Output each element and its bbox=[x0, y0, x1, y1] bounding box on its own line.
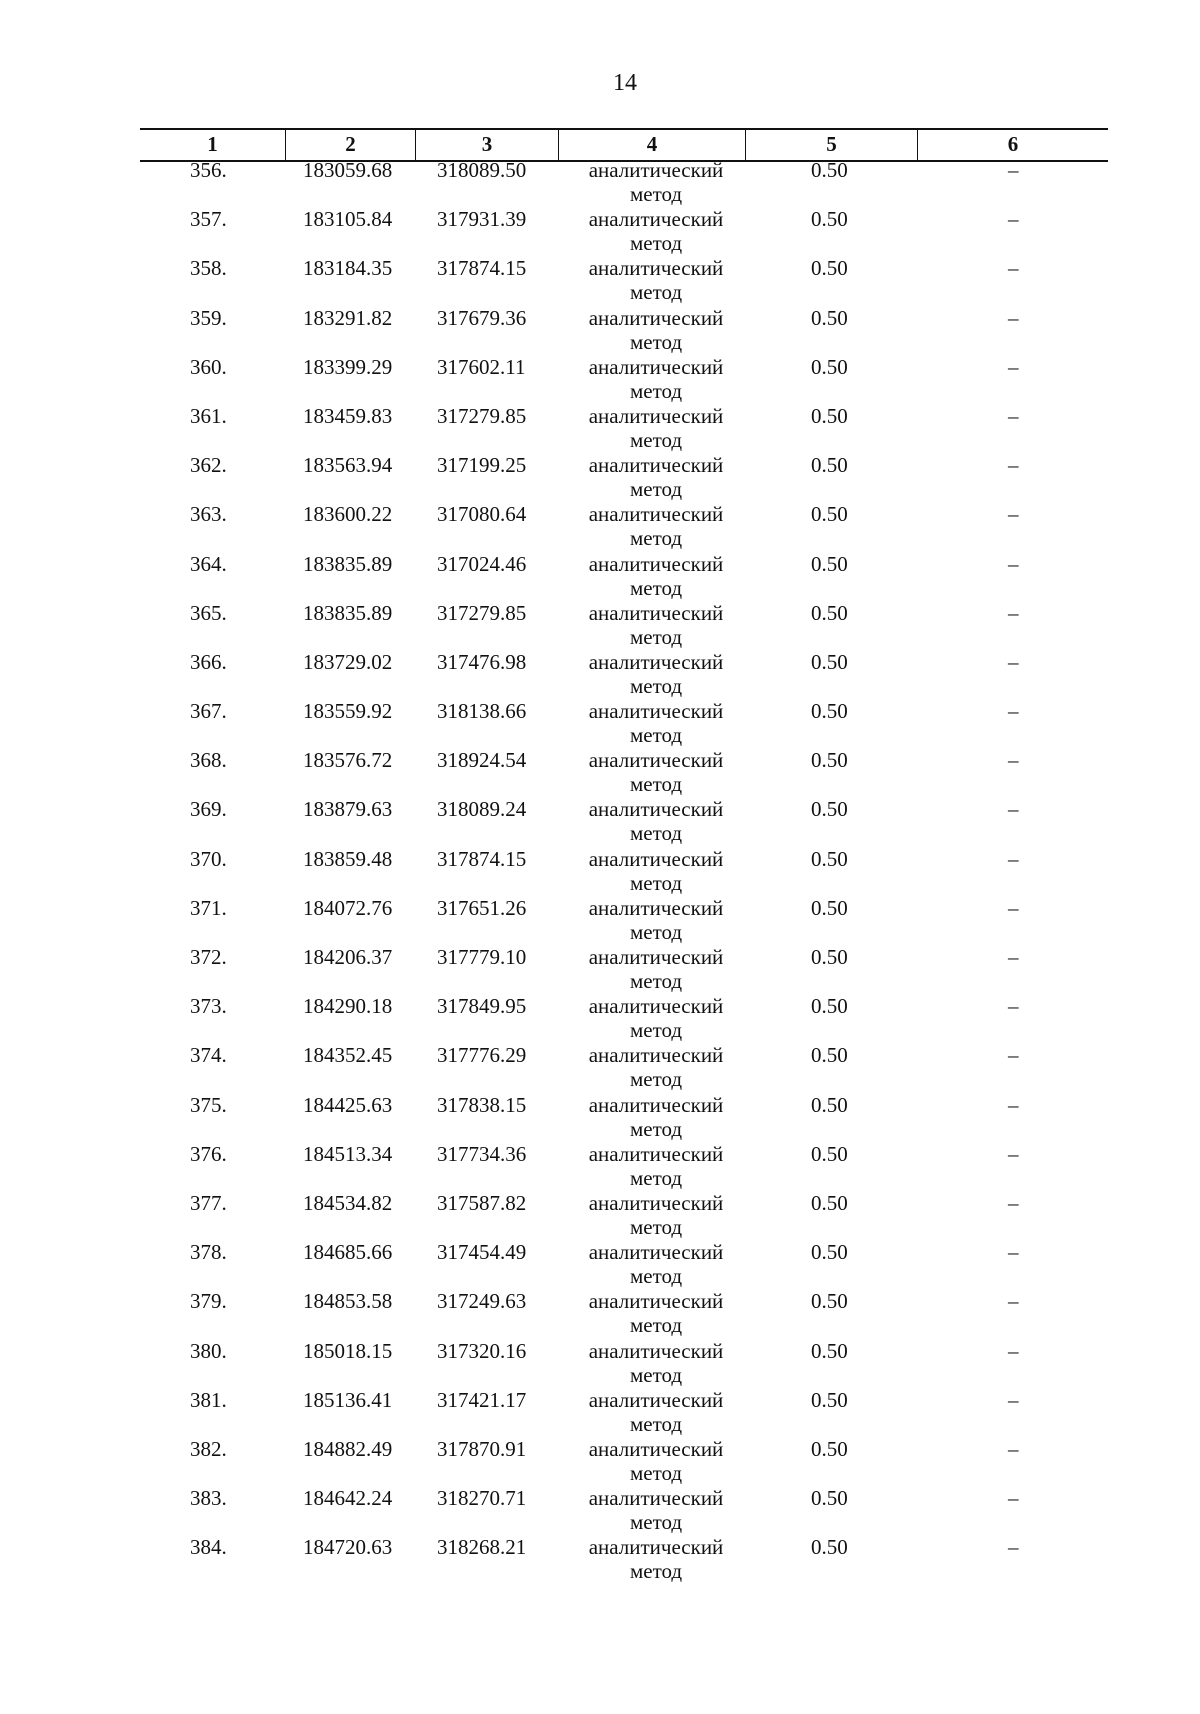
precision-value: 0.50 bbox=[811, 1240, 848, 1265]
method-cell bbox=[578, 1486, 734, 1534]
coord-x: 183399.29 bbox=[303, 354, 393, 379]
method-line-1: аналитический bbox=[588, 797, 724, 822]
table-row bbox=[140, 1437, 1108, 1486]
method-cell bbox=[578, 1535, 734, 1583]
method-line-1: аналитический bbox=[588, 1240, 724, 1265]
coord-y: 317080.64 bbox=[437, 502, 527, 527]
precision-value: 0.50 bbox=[811, 1043, 848, 1068]
note-value: – bbox=[1008, 256, 1019, 281]
coord-y: 317476.98 bbox=[437, 649, 527, 674]
coord-x: 184072.76 bbox=[303, 895, 393, 920]
method-line-2: метод bbox=[629, 821, 683, 846]
coord-x: 183105.84 bbox=[303, 207, 393, 232]
coord-y: 317874.15 bbox=[437, 256, 527, 281]
coord-x: 184720.63 bbox=[303, 1535, 393, 1560]
table-row bbox=[140, 650, 1108, 699]
precision-value: 0.50 bbox=[811, 256, 848, 281]
row-number: 384. bbox=[190, 1535, 227, 1560]
coord-x: 183459.83 bbox=[303, 403, 393, 428]
header-col-2: 2 bbox=[285, 130, 415, 160]
note-value: – bbox=[1008, 551, 1019, 576]
coord-x: 183059.68 bbox=[303, 158, 393, 182]
method-cell bbox=[578, 1388, 734, 1436]
note-value: – bbox=[1008, 305, 1019, 330]
method-line-2: метод bbox=[629, 575, 683, 600]
row-number: 382. bbox=[190, 1436, 227, 1461]
table-row bbox=[140, 847, 1108, 896]
table-row bbox=[140, 256, 1108, 305]
method-line-2: метод bbox=[629, 378, 683, 403]
precision-value: 0.50 bbox=[811, 502, 848, 527]
method-cell bbox=[578, 1191, 734, 1239]
method-line-2: метод bbox=[629, 427, 683, 452]
method-line-1: аналитический bbox=[588, 994, 724, 1019]
row-number: 371. bbox=[190, 895, 227, 920]
header-col-1: 1 bbox=[207, 132, 218, 156]
table-row bbox=[140, 1093, 1108, 1142]
row-number: 361. bbox=[190, 403, 227, 428]
table-row bbox=[140, 797, 1108, 846]
note-value: – bbox=[1008, 1436, 1019, 1461]
table-row bbox=[140, 306, 1108, 355]
coord-y: 317838.15 bbox=[437, 1092, 527, 1117]
precision-value: 0.50 bbox=[811, 797, 848, 822]
precision-value: 0.50 bbox=[811, 1141, 848, 1166]
coord-x: 185018.15 bbox=[303, 1338, 393, 1363]
coord-x: 183729.02 bbox=[303, 649, 393, 674]
table-row bbox=[140, 1191, 1108, 1240]
method-line-1: аналитический bbox=[588, 846, 724, 871]
method-cell bbox=[578, 650, 734, 698]
method-line-2: метод bbox=[629, 624, 683, 649]
coord-y: 317421.17 bbox=[437, 1387, 527, 1412]
method-line-1: аналитический bbox=[588, 1190, 724, 1215]
method-line-1: аналитический bbox=[588, 1141, 724, 1166]
precision-value: 0.50 bbox=[811, 994, 848, 1019]
coord-y: 317279.85 bbox=[437, 403, 527, 428]
method-line-1: аналитический bbox=[588, 158, 724, 182]
note-value: – bbox=[1008, 158, 1019, 182]
method-line-2: метод bbox=[629, 280, 683, 305]
method-line-1: аналитический bbox=[588, 1486, 724, 1511]
precision-value: 0.50 bbox=[811, 551, 848, 576]
note-value: – bbox=[1008, 846, 1019, 871]
table-row bbox=[140, 552, 1108, 601]
method-cell bbox=[578, 256, 734, 304]
row-number: 359. bbox=[190, 305, 227, 330]
note-value: – bbox=[1008, 748, 1019, 773]
coord-x: 183835.89 bbox=[303, 600, 393, 625]
precision-value: 0.50 bbox=[811, 699, 848, 724]
method-line-1: аналитический bbox=[588, 502, 724, 527]
row-number: 370. bbox=[190, 846, 227, 871]
precision-value: 0.50 bbox=[811, 453, 848, 478]
coord-x: 183879.63 bbox=[303, 797, 393, 822]
coord-x: 184425.63 bbox=[303, 1092, 393, 1117]
row-number: 383. bbox=[190, 1486, 227, 1511]
row-number: 368. bbox=[190, 748, 227, 773]
row-number: 357. bbox=[190, 207, 227, 232]
method-line-1: аналитический bbox=[588, 748, 724, 773]
method-line-1: аналитический bbox=[588, 895, 724, 920]
coord-y: 317651.26 bbox=[437, 895, 527, 920]
row-number: 377. bbox=[190, 1190, 227, 1215]
precision-value: 0.50 bbox=[811, 1338, 848, 1363]
method-cell bbox=[578, 847, 734, 895]
method-line-2: метод bbox=[629, 1559, 683, 1584]
table-row bbox=[140, 1240, 1108, 1289]
table-row bbox=[140, 453, 1108, 502]
method-cell bbox=[578, 355, 734, 403]
note-value: – bbox=[1008, 1240, 1019, 1265]
method-cell bbox=[578, 453, 734, 501]
table-row bbox=[140, 1142, 1108, 1191]
method-line-2: метод bbox=[629, 477, 683, 502]
note-value: – bbox=[1008, 1190, 1019, 1215]
method-line-2: метод bbox=[629, 969, 683, 993]
note-value: – bbox=[1008, 1387, 1019, 1412]
row-number: 360. bbox=[190, 354, 227, 379]
row-number: 366. bbox=[190, 649, 227, 674]
precision-value: 0.50 bbox=[811, 895, 848, 920]
row-number: 362. bbox=[190, 453, 227, 478]
coord-x: 185136.41 bbox=[303, 1387, 393, 1412]
precision-value: 0.50 bbox=[811, 945, 848, 969]
method-line-1: аналитический bbox=[588, 1043, 724, 1068]
row-number: 363. bbox=[190, 502, 227, 527]
coord-x: 184882.49 bbox=[303, 1436, 393, 1461]
coord-y: 317779.10 bbox=[437, 945, 527, 969]
method-cell bbox=[578, 699, 734, 747]
row-number: 375. bbox=[190, 1092, 227, 1117]
note-value: – bbox=[1008, 1092, 1019, 1117]
coord-y: 317320.16 bbox=[437, 1338, 527, 1363]
header-col-4: 4 bbox=[558, 130, 745, 160]
table-header bbox=[140, 128, 1108, 162]
table-row bbox=[140, 601, 1108, 650]
row-number: 380. bbox=[190, 1338, 227, 1363]
method-line-2: метод bbox=[629, 526, 683, 551]
method-line-2: метод bbox=[629, 182, 683, 206]
method-cell bbox=[578, 404, 734, 452]
coord-x: 184513.34 bbox=[303, 1141, 393, 1166]
coord-x: 184685.66 bbox=[303, 1240, 393, 1265]
table-row bbox=[140, 1043, 1108, 1092]
method-line-2: метод bbox=[629, 870, 683, 895]
row-number: 374. bbox=[190, 1043, 227, 1068]
table-row bbox=[140, 207, 1108, 256]
method-line-2: метод bbox=[629, 329, 683, 354]
coord-x: 183576.72 bbox=[303, 748, 393, 773]
note-value: – bbox=[1008, 1535, 1019, 1560]
coord-y: 317931.39 bbox=[437, 207, 527, 232]
row-number: 372. bbox=[190, 945, 227, 969]
note-value: – bbox=[1008, 453, 1019, 478]
coord-y: 318270.71 bbox=[437, 1486, 527, 1511]
note-value: – bbox=[1008, 1338, 1019, 1363]
coord-y: 317024.46 bbox=[437, 551, 527, 576]
coord-y: 318268.21 bbox=[437, 1535, 527, 1560]
precision-value: 0.50 bbox=[811, 1092, 848, 1117]
method-line-2: метод bbox=[629, 1165, 683, 1190]
method-line-1: аналитический bbox=[588, 1338, 724, 1363]
method-line-2: метод bbox=[629, 231, 683, 256]
method-line-2: метод bbox=[629, 1362, 683, 1387]
table-row bbox=[140, 896, 1108, 945]
method-cell bbox=[578, 945, 734, 993]
method-line-1: аналитический bbox=[588, 649, 724, 674]
coord-y: 317587.82 bbox=[437, 1190, 527, 1215]
header-col-6: 6 bbox=[917, 130, 1108, 160]
table-row bbox=[140, 355, 1108, 404]
table-row bbox=[140, 994, 1108, 1043]
method-line-2: метод bbox=[629, 772, 683, 797]
coord-x: 184642.24 bbox=[303, 1486, 393, 1511]
note-value: – bbox=[1008, 649, 1019, 674]
coord-x: 183563.94 bbox=[303, 453, 393, 478]
coord-y: 317734.36 bbox=[437, 1141, 527, 1166]
coord-x: 184206.37 bbox=[303, 945, 393, 969]
note-value: – bbox=[1008, 354, 1019, 379]
coord-y: 317199.25 bbox=[437, 453, 527, 478]
method-line-1: аналитический bbox=[588, 1092, 724, 1117]
precision-value: 0.50 bbox=[811, 1535, 848, 1560]
row-number: 381. bbox=[190, 1387, 227, 1412]
precision-value: 0.50 bbox=[811, 649, 848, 674]
table-row bbox=[140, 1388, 1108, 1437]
note-value: – bbox=[1008, 895, 1019, 920]
precision-value: 0.50 bbox=[811, 1387, 848, 1412]
note-value: – bbox=[1008, 945, 1019, 969]
precision-value: 0.50 bbox=[811, 354, 848, 379]
header-col-3: 3 bbox=[415, 130, 558, 160]
coord-x: 183184.35 bbox=[303, 256, 393, 281]
method-line-1: аналитический bbox=[588, 600, 724, 625]
row-number: 367. bbox=[190, 699, 227, 724]
note-value: – bbox=[1008, 403, 1019, 428]
coord-y: 317776.29 bbox=[437, 1043, 527, 1068]
note-value: – bbox=[1008, 994, 1019, 1019]
row-number: 378. bbox=[190, 1240, 227, 1265]
note-value: – bbox=[1008, 502, 1019, 527]
method-line-1: аналитический bbox=[588, 305, 724, 330]
note-value: – bbox=[1008, 699, 1019, 724]
coord-y: 317249.63 bbox=[437, 1289, 527, 1314]
method-cell bbox=[578, 158, 734, 206]
table-row bbox=[140, 748, 1108, 797]
page-number: 14 bbox=[613, 70, 637, 96]
row-number: 364. bbox=[190, 551, 227, 576]
table-body bbox=[140, 158, 1108, 1584]
row-number: 369. bbox=[190, 797, 227, 822]
method-line-2: метод bbox=[629, 723, 683, 748]
coord-x: 184352.45 bbox=[303, 1043, 393, 1068]
method-line-1: аналитический bbox=[588, 1289, 724, 1314]
method-line-2: метод bbox=[629, 673, 683, 698]
coord-y: 318089.50 bbox=[437, 158, 527, 182]
coord-x: 183291.82 bbox=[303, 305, 393, 330]
method-cell bbox=[578, 797, 734, 845]
table-row bbox=[140, 1289, 1108, 1338]
method-cell bbox=[578, 1289, 734, 1337]
method-line-2: метод bbox=[629, 1313, 683, 1338]
note-value: – bbox=[1008, 207, 1019, 232]
method-line-1: аналитический bbox=[588, 551, 724, 576]
method-line-1: аналитический bbox=[588, 453, 724, 478]
table-row bbox=[140, 502, 1108, 551]
table-row bbox=[140, 1486, 1108, 1535]
method-cell bbox=[578, 1093, 734, 1141]
table-row bbox=[140, 158, 1108, 207]
method-line-1: аналитический bbox=[588, 354, 724, 379]
row-number: 365. bbox=[190, 600, 227, 625]
row-number: 358. bbox=[190, 256, 227, 281]
method-cell bbox=[578, 748, 734, 796]
method-cell bbox=[578, 1240, 734, 1288]
method-line-2: метод bbox=[629, 1116, 683, 1141]
method-line-2: метод bbox=[629, 1460, 683, 1485]
method-line-1: аналитический bbox=[588, 1387, 724, 1412]
method-cell bbox=[578, 306, 734, 354]
method-line-1: аналитический bbox=[588, 256, 724, 281]
method-cell bbox=[578, 1437, 734, 1485]
method-cell bbox=[578, 552, 734, 600]
row-number: 379. bbox=[190, 1289, 227, 1314]
precision-value: 0.50 bbox=[811, 600, 848, 625]
note-value: – bbox=[1008, 600, 1019, 625]
coord-x: 184290.18 bbox=[303, 994, 393, 1019]
table-row bbox=[140, 945, 1108, 994]
method-cell bbox=[578, 994, 734, 1042]
row-number: 376. bbox=[190, 1141, 227, 1166]
note-value: – bbox=[1008, 1043, 1019, 1068]
coord-y: 318138.66 bbox=[437, 699, 527, 724]
note-value: – bbox=[1008, 1141, 1019, 1166]
method-line-1: аналитический bbox=[588, 945, 724, 969]
method-line-1: аналитический bbox=[588, 699, 724, 724]
coord-y: 317874.15 bbox=[437, 846, 527, 871]
method-cell bbox=[578, 601, 734, 649]
coord-x: 183835.89 bbox=[303, 551, 393, 576]
method-cell bbox=[578, 1142, 734, 1190]
row-number: 373. bbox=[190, 994, 227, 1019]
coord-y: 317870.91 bbox=[437, 1436, 527, 1461]
note-value: – bbox=[1008, 797, 1019, 822]
coord-y: 317602.11 bbox=[437, 354, 526, 379]
table-row bbox=[140, 1535, 1108, 1584]
method-line-2: метод bbox=[629, 1264, 683, 1289]
precision-value: 0.50 bbox=[811, 207, 848, 232]
table-row bbox=[140, 404, 1108, 453]
coord-x: 184853.58 bbox=[303, 1289, 393, 1314]
method-cell bbox=[578, 207, 734, 255]
precision-value: 0.50 bbox=[811, 846, 848, 871]
method-line-1: аналитический bbox=[588, 403, 724, 428]
coord-x: 184534.82 bbox=[303, 1190, 393, 1215]
method-line-1: аналитический bbox=[588, 1436, 724, 1461]
coord-y: 317279.85 bbox=[437, 600, 527, 625]
precision-value: 0.50 bbox=[811, 158, 848, 182]
precision-value: 0.50 bbox=[811, 305, 848, 330]
precision-value: 0.50 bbox=[811, 1289, 848, 1314]
method-line-2: метод bbox=[629, 1214, 683, 1239]
method-line-1: аналитический bbox=[588, 207, 724, 232]
coord-x: 183559.92 bbox=[303, 699, 393, 724]
note-value: – bbox=[1008, 1486, 1019, 1511]
method-line-1: аналитический bbox=[588, 1535, 724, 1560]
method-line-2: метод bbox=[629, 1510, 683, 1535]
coord-x: 183859.48 bbox=[303, 846, 393, 871]
coord-y: 317679.36 bbox=[437, 305, 527, 330]
precision-value: 0.50 bbox=[811, 403, 848, 428]
coord-y: 318089.24 bbox=[437, 797, 527, 822]
precision-value: 0.50 bbox=[811, 748, 848, 773]
method-line-2: метод bbox=[629, 1018, 683, 1043]
coord-y: 318924.54 bbox=[437, 748, 527, 773]
precision-value: 0.50 bbox=[811, 1436, 848, 1461]
method-cell bbox=[578, 1043, 734, 1091]
method-line-2: метод bbox=[629, 1411, 683, 1436]
coord-y: 317454.49 bbox=[437, 1240, 527, 1265]
method-cell bbox=[578, 502, 734, 550]
precision-value: 0.50 bbox=[811, 1486, 848, 1511]
row-number: 356. bbox=[190, 158, 227, 182]
table-row bbox=[140, 1339, 1108, 1388]
header-col-5: 5 bbox=[745, 130, 917, 160]
method-line-2: метод bbox=[629, 1067, 683, 1092]
precision-value: 0.50 bbox=[811, 1190, 848, 1215]
method-cell bbox=[578, 896, 734, 944]
method-cell bbox=[578, 1339, 734, 1387]
table-row bbox=[140, 699, 1108, 748]
coord-y: 317849.95 bbox=[437, 994, 527, 1019]
method-line-2: метод bbox=[629, 919, 683, 944]
coord-x: 183600.22 bbox=[303, 502, 393, 527]
note-value: – bbox=[1008, 1289, 1019, 1314]
